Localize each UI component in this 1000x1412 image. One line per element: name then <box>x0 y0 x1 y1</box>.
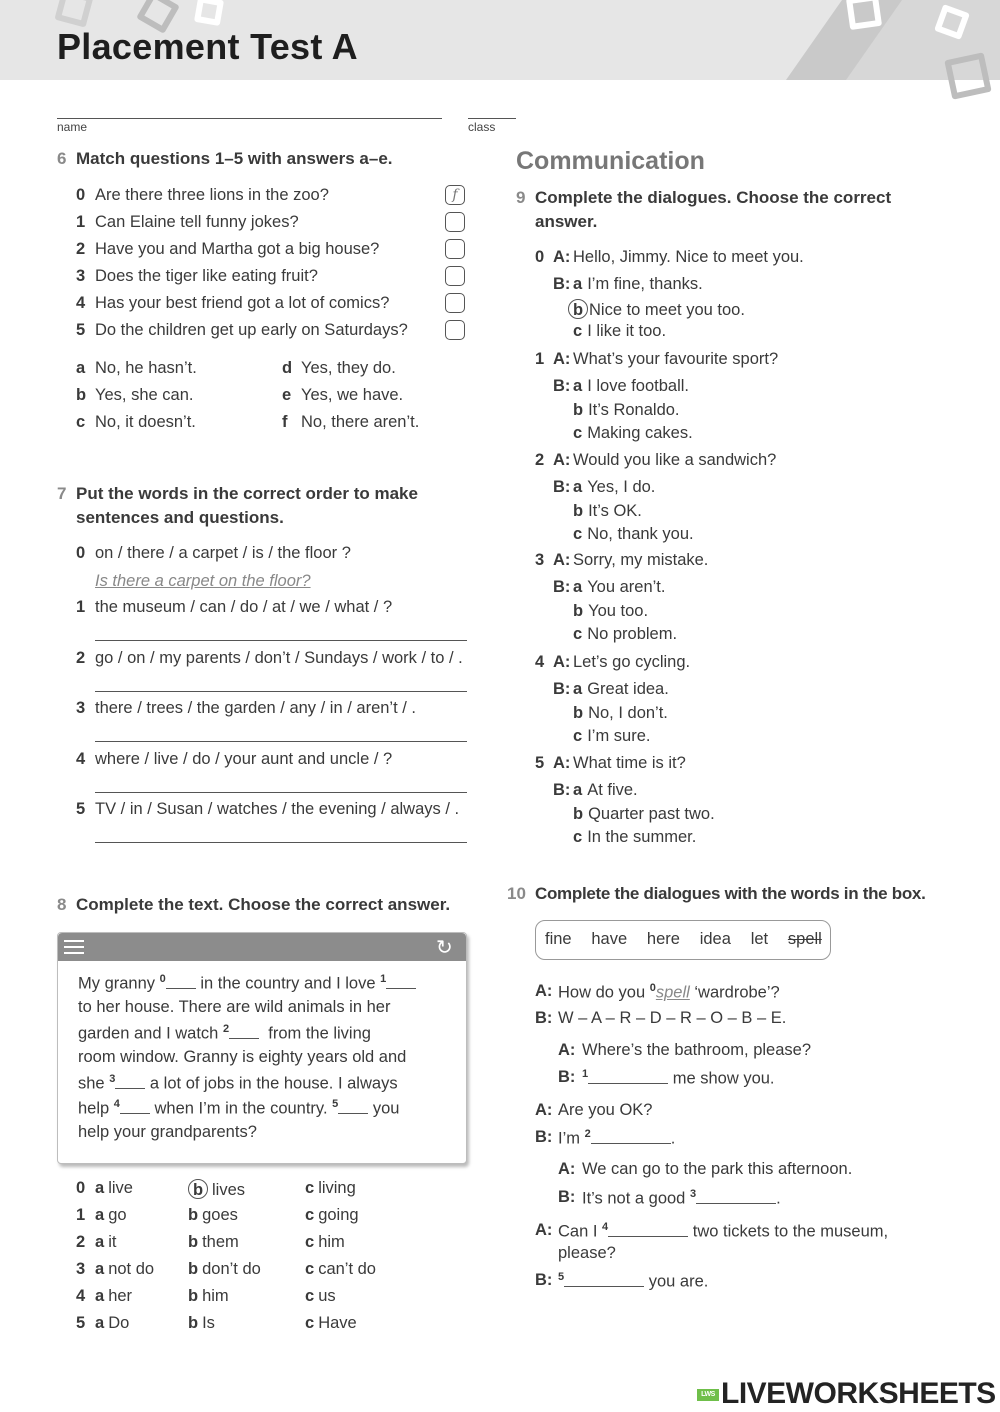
item-number: 1 <box>76 598 86 616</box>
choice-text: It’s Ronaldo. <box>588 400 680 419</box>
word-box <box>535 920 831 960</box>
dialogue-number: 0 <box>535 248 545 266</box>
section-number: 8 <box>57 895 67 914</box>
option-text: goes <box>202 1206 238 1224</box>
option-choice[interactable] <box>188 1314 215 1333</box>
choice-text: At five. <box>587 781 638 799</box>
choice-text: No, thank you. <box>587 525 694 543</box>
option-letter: a <box>95 1287 105 1305</box>
dialogue-number: 1 <box>535 350 545 368</box>
dialogue-choice[interactable] <box>573 502 642 521</box>
section-instruction: answer. <box>535 212 598 231</box>
speaker-label: B: <box>558 1068 576 1086</box>
answer-box[interactable] <box>445 293 465 313</box>
answer-line[interactable] <box>95 691 467 692</box>
dialogue-choice[interactable] <box>573 727 650 746</box>
option-letter: c <box>305 1206 315 1224</box>
choice-text: I’m fine, thanks. <box>587 275 703 293</box>
option-choice[interactable] <box>95 1314 129 1333</box>
dialogue-choice[interactable] <box>573 602 648 621</box>
dialogue-number: 4 <box>535 653 545 671</box>
choice-text: Yes, I do. <box>587 478 656 496</box>
menu-icon[interactable] <box>64 940 84 954</box>
option-text: going <box>318 1206 359 1224</box>
answer-text: No, he hasn’t. <box>95 359 197 377</box>
choice-text: I love football. <box>587 377 689 395</box>
dialogue-number: 3 <box>535 551 545 569</box>
passage-line: to her house. There are wild animals in her <box>78 998 391 1016</box>
option-choice[interactable] <box>188 1206 238 1225</box>
section-instruction: Complete the dialogues. Choose the correct <box>535 188 892 207</box>
option-letter: c <box>305 1260 315 1278</box>
answer-blank[interactable] <box>608 1236 688 1237</box>
section-instruction: Complete the text. Choose the correct answer. <box>76 895 451 914</box>
answer-text: No, it doesn’t. <box>95 413 196 431</box>
choice-text: Great idea. <box>587 680 669 698</box>
speaker-label: A: <box>553 451 571 469</box>
option-letter: c <box>305 1179 315 1197</box>
section-instruction: Complete the dialogues with the words in the box. <box>535 884 926 903</box>
dialogue-choice[interactable] <box>573 625 677 644</box>
item-number: 4 <box>76 750 86 768</box>
dialogue-line: W – A – R – D – R – O – B – E. <box>558 1009 787 1027</box>
answer-line[interactable] <box>95 640 467 641</box>
choice-text: You too. <box>588 601 649 620</box>
logo-badge-icon: LWS <box>697 1389 719 1401</box>
option-letter: c <box>305 1314 315 1332</box>
answer-letter: c <box>76 413 86 431</box>
answer-line[interactable] <box>95 842 467 843</box>
dialogue-choice[interactable] <box>573 578 665 597</box>
option-letter: b <box>188 1287 199 1305</box>
answer-box[interactable] <box>445 320 465 340</box>
option-choice[interactable] <box>188 1233 239 1252</box>
option-number: 3 <box>76 1260 86 1278</box>
answer-letter: e <box>282 386 292 404</box>
answer-letter: a <box>76 359 86 377</box>
answer-blank[interactable] <box>591 1143 671 1144</box>
choice-letter: a <box>573 275 583 293</box>
liveworksheets-logo: LWS LIVEWORKSHEETS <box>697 1377 996 1411</box>
example-answer: spell <box>655 983 690 1002</box>
class-label: class <box>468 120 496 134</box>
answer-blank[interactable] <box>696 1203 776 1204</box>
speaker-label: B: <box>535 1009 553 1027</box>
option-letter: a <box>95 1233 105 1251</box>
speaker-label: B: <box>553 377 571 395</box>
speaker-label: B: <box>535 1271 553 1289</box>
choice-text: Making cakes. <box>587 424 693 442</box>
dialogue-line: It’s not a good $^3$ . <box>582 1188 781 1208</box>
answer-blank[interactable] <box>588 1083 668 1084</box>
decor-square-icon <box>846 0 882 30</box>
answer-letter: b <box>76 386 87 404</box>
reading-text-box <box>57 932 467 1164</box>
section-number: 9 <box>516 188 526 207</box>
dialogue-choice[interactable] <box>573 478 655 497</box>
option-text: lives <box>212 1181 246 1199</box>
choice-letter: c <box>573 727 583 745</box>
text-box-toolbar <box>58 933 466 961</box>
speaker-label: B: <box>535 1128 553 1146</box>
speaker-label: A: <box>553 754 571 772</box>
option-text: it <box>108 1233 117 1251</box>
choice-letter: c <box>573 525 583 543</box>
dialogue-choice[interactable] <box>573 401 680 420</box>
option-letter: a <box>95 1314 105 1332</box>
item-number: 0 <box>76 544 86 562</box>
option-choice[interactable] <box>95 1287 132 1306</box>
option-letter: a <box>95 1206 105 1224</box>
answer-line[interactable] <box>95 741 467 742</box>
word-item: have <box>591 930 628 948</box>
word-item: here <box>646 930 680 948</box>
word-item: idea <box>699 930 731 948</box>
dialogue-line: We can go to the park this afternoon. <box>582 1160 853 1178</box>
dialogue-line: please? <box>558 1244 616 1262</box>
option-letter: a <box>95 1179 105 1197</box>
option-choice[interactable] <box>188 1287 229 1306</box>
answer-box[interactable]: f <box>445 185 465 205</box>
page-title: Placement Test A <box>57 26 358 67</box>
dialogue-line: I’m $^2$ . <box>558 1128 676 1148</box>
choice-letter: c <box>573 828 583 846</box>
option-letter: b <box>188 1260 199 1278</box>
choice-letter: b <box>573 804 584 823</box>
option-text: her <box>108 1287 133 1305</box>
option-text: live <box>108 1179 133 1197</box>
choice-letter: b <box>573 703 584 722</box>
option-text: don’t do <box>202 1260 261 1278</box>
question-text: Have you and Martha got a big house? <box>95 240 380 258</box>
answer-text: Yes, we have. <box>301 386 404 404</box>
question-number: 1 <box>76 213 86 231</box>
option-text: not do <box>108 1260 155 1278</box>
section-number: 6 <box>57 149 67 168</box>
answer-letter: d <box>282 359 293 377</box>
choice-text: You aren’t. <box>587 578 666 596</box>
dialogue-choice[interactable] <box>573 424 693 443</box>
option-letter: b <box>188 1233 199 1251</box>
option-letter: b <box>188 1206 199 1224</box>
decor-square-icon <box>194 0 224 26</box>
choice-letter: c <box>573 625 583 643</box>
dialogue-question: Sorry, my mistake. <box>573 551 709 569</box>
answer-box[interactable] <box>445 239 465 259</box>
option-text: him <box>318 1233 345 1251</box>
speaker-label: B: <box>553 478 571 496</box>
dialogue-question: What’s your favourite sport? <box>573 350 779 368</box>
option-letter: b <box>188 1179 208 1199</box>
choice-letter: a <box>573 478 583 496</box>
question-number: 4 <box>76 294 86 312</box>
option-choice[interactable] <box>305 1233 345 1252</box>
speaker-label: A: <box>535 1221 553 1239</box>
option-letter: a <box>95 1260 105 1278</box>
option-number: 4 <box>76 1287 86 1305</box>
option-number: 5 <box>76 1314 86 1332</box>
dialogue-number: 2 <box>535 451 545 469</box>
word-item: fine <box>545 930 572 948</box>
dialogue-line: How do you $^0$spell ‘wardrobe’? <box>558 982 780 1002</box>
section-instruction: sentences and questions. <box>76 508 284 527</box>
section-instruction: Put the words in the correct order to make <box>76 484 418 503</box>
choice-text: Nice to meet you too. <box>589 300 745 319</box>
section-heading: Communication <box>516 147 705 175</box>
dialogue-choice[interactable] <box>573 322 666 341</box>
dialogue-choice[interactable] <box>573 781 638 800</box>
dialogue-choice[interactable] <box>573 704 668 723</box>
scrambled-words: go / on / my parents / don’t / Sundays / work / to / . <box>95 649 463 667</box>
answer-blank[interactable] <box>564 1286 644 1287</box>
option-choice[interactable] <box>95 1206 127 1225</box>
choice-letter: a <box>573 680 583 698</box>
section-number: 10 <box>507 884 526 903</box>
dialogue-line: $^1$ me show you. <box>582 1068 775 1088</box>
passage-line: help $^4$ when I’m in the country. $^5$ you <box>78 1098 400 1118</box>
question-text: Are there three lions in the zoo? <box>95 186 329 204</box>
scrambled-words: TV / in / Susan / watches / the evening / always / . <box>95 800 460 818</box>
speaker-label: A: <box>558 1160 576 1178</box>
option-text: can’t do <box>318 1260 376 1278</box>
option-choice[interactable] <box>305 1206 359 1225</box>
choice-letter: a <box>573 578 583 596</box>
option-letter: c <box>305 1233 315 1251</box>
option-choice[interactable] <box>305 1179 356 1198</box>
speaker-label: A: <box>553 248 571 266</box>
answer-box[interactable] <box>445 212 465 232</box>
dialogue-choice[interactable] <box>573 275 703 294</box>
dialogue-choice[interactable] <box>573 828 696 847</box>
dialogue-choice[interactable] <box>573 680 669 699</box>
option-choice[interactable] <box>95 1179 133 1198</box>
dialogue-question: What time is it? <box>573 754 686 772</box>
choice-letter: b <box>573 400 584 419</box>
answer-text: Yes, she can. <box>95 386 194 404</box>
question-text: Can Elaine tell funny jokes? <box>95 213 299 231</box>
refresh-icon[interactable]: ↻ <box>436 935 453 959</box>
option-text: Have <box>318 1314 357 1332</box>
scrambled-words: there / trees / the garden / any / in / aren’t / . <box>95 699 417 717</box>
speaker-label: A: <box>553 653 571 671</box>
choice-letter: c <box>573 424 583 442</box>
class-field[interactable] <box>468 118 516 119</box>
choice-letter: b <box>568 299 588 319</box>
choice-text: No problem. <box>587 625 678 643</box>
speaker-label: B: <box>553 275 571 293</box>
choice-text: No, I don’t. <box>588 703 668 722</box>
dialogue-question: Hello, Jimmy. Nice to meet you. <box>573 248 804 266</box>
choice-text: I like it too. <box>587 322 667 340</box>
option-text: Is <box>202 1314 215 1332</box>
question-number: 2 <box>76 240 86 258</box>
speaker-label: A: <box>535 1101 553 1119</box>
item-number: 2 <box>76 649 86 667</box>
option-choice[interactable] <box>305 1287 336 1306</box>
passage-line: help your grandparents? <box>78 1123 257 1141</box>
speaker-label: A: <box>558 1041 576 1059</box>
option-text: Do <box>108 1314 130 1332</box>
dialogue-line: $^5$ you are. <box>558 1271 709 1291</box>
question-number: 5 <box>76 321 86 339</box>
question-text: Has your best friend got a lot of comics? <box>95 294 390 312</box>
scrambled-words: where / live / do / your aunt and uncle / ? <box>95 750 393 768</box>
dialogue-question: Would you like a sandwich? <box>573 451 777 469</box>
option-text: us <box>318 1287 336 1305</box>
choice-letter: b <box>573 601 584 620</box>
choice-letter: a <box>573 377 583 395</box>
option-choice[interactable] <box>95 1260 154 1279</box>
speaker-label: B: <box>558 1188 576 1206</box>
section-instruction: Match questions 1–5 with answers a–e. <box>76 149 393 168</box>
answer-text: Yes, they do. <box>301 359 396 377</box>
dialogue-choice[interactable] <box>573 299 745 320</box>
option-letter: c <box>305 1287 315 1305</box>
dialogue-line: Can I $^4$ two tickets to the museum, <box>558 1221 889 1241</box>
speaker-label: B: <box>553 578 571 596</box>
dialogue-line: Where’s the bathroom, please? <box>582 1041 811 1059</box>
speaker-label: A: <box>535 982 553 1000</box>
question-number: 0 <box>76 186 86 204</box>
option-text: living <box>318 1179 356 1197</box>
scrambled-words: on / there / a carpet / is / the floor ? <box>95 544 351 562</box>
name-field[interactable] <box>57 118 442 119</box>
choice-text: In the summer. <box>587 828 697 846</box>
decor-square-icon <box>944 52 991 99</box>
example-answer: Is there a carpet on the floor? <box>95 572 311 590</box>
item-number: 5 <box>76 800 86 818</box>
option-choice[interactable] <box>188 1260 261 1279</box>
option-letter: b <box>188 1314 199 1332</box>
answer-line[interactable] <box>95 792 467 793</box>
option-number: 0 <box>76 1179 86 1197</box>
passage-line: she $^3$ a lot of jobs in the house. I always <box>78 1073 398 1093</box>
dialogue-choice[interactable] <box>573 525 694 544</box>
item-number: 3 <box>76 699 86 717</box>
scrambled-words: the museum / can / do / at / we / what / ? <box>95 598 393 616</box>
dialogue-number: 5 <box>535 754 545 772</box>
option-choice[interactable] <box>305 1314 357 1333</box>
dialogue-choice[interactable] <box>573 805 715 824</box>
dialogue-line: Are you OK? <box>558 1101 653 1119</box>
question-text: Do the children get up early on Saturdays? <box>95 321 408 339</box>
question-text: Does the tiger like eating fruit? <box>95 267 318 285</box>
speaker-label: B: <box>553 781 571 799</box>
word-item: let <box>750 930 769 948</box>
option-choice[interactable] <box>305 1260 376 1279</box>
question-number: 3 <box>76 267 86 285</box>
option-text: them <box>202 1233 239 1251</box>
passage-line: room window. Granny is eighty years old and <box>78 1048 407 1066</box>
passage-line: garden and I watch $^2$ from the living <box>78 1023 371 1043</box>
option-number: 1 <box>76 1206 86 1224</box>
choice-text: I’m sure. <box>587 727 651 745</box>
option-text: him <box>202 1287 229 1305</box>
choice-letter: b <box>573 501 584 520</box>
dialogue-question: Let’s go cycling. <box>573 653 691 671</box>
choice-letter: a <box>573 781 583 799</box>
name-label: name <box>57 120 88 134</box>
option-choice[interactable] <box>95 1233 116 1252</box>
choice-letter: c <box>573 322 583 340</box>
dialogue-choice[interactable] <box>573 377 689 396</box>
answer-letter: f <box>282 413 288 431</box>
speaker-label: A: <box>553 551 571 569</box>
option-number: 2 <box>76 1233 86 1251</box>
option-choice[interactable] <box>188 1179 245 1200</box>
passage-line: My granny $^0$ in the country and I love $^1$ <box>78 973 416 994</box>
answer-box[interactable] <box>445 266 465 286</box>
option-text: go <box>108 1206 127 1224</box>
choice-text: It’s OK. <box>588 501 642 520</box>
answer-text: No, there aren’t. <box>301 413 420 431</box>
choice-text: Quarter past two. <box>588 804 715 823</box>
speaker-label: B: <box>553 680 571 698</box>
word-item-struck: spell <box>787 930 822 948</box>
speaker-label: A: <box>553 350 571 368</box>
section-number: 7 <box>57 484 67 503</box>
